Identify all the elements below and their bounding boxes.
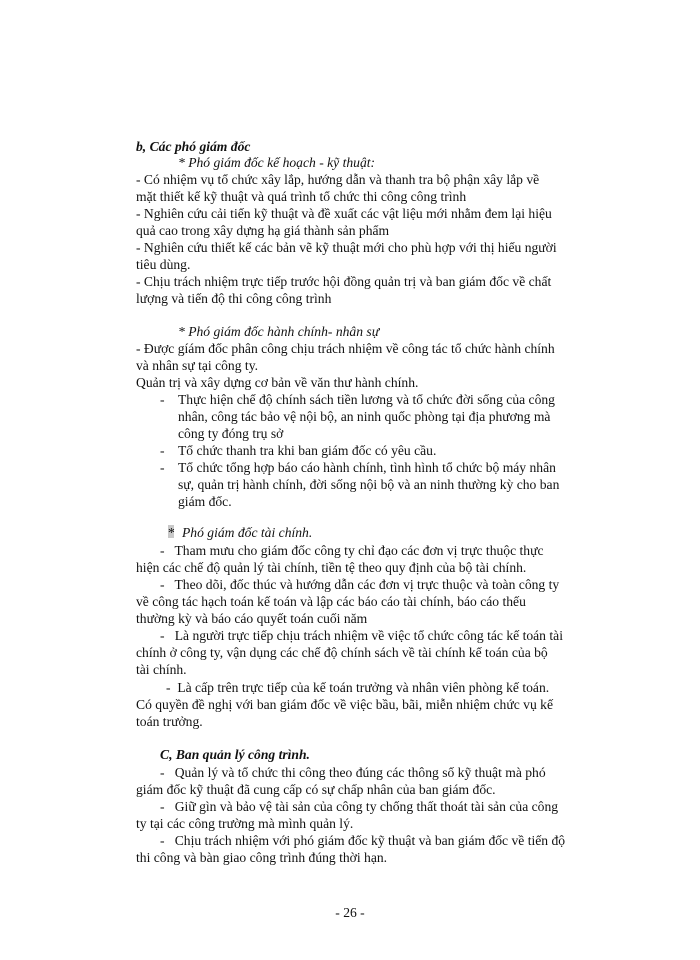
sub3-line: - Là người trực tiếp chịu trách nhiệm về việc tổ chức công tác kế toán tài (160, 628, 563, 643)
section-c-line: - Chịu trách nhiệm với phó giám đốc kỹ thuật và ban giám đốc về tiến độ (160, 833, 566, 848)
sub3-star: * (168, 525, 175, 540)
sub1-line: quả cao trong xây dựng hạ giá thành sản phẩm (136, 223, 390, 238)
section-c-line: ty tại các công trường mà mình quản lý. (136, 816, 354, 831)
section-c-heading: C, Ban quản lý công trình. (160, 747, 310, 762)
bullet-line: nhân, công tác bảo vệ nội bộ, an ninh quốc phòng tại địa phương mà (178, 409, 551, 424)
sub2-title: * Phó giám đốc hành chính- nhân sự (178, 324, 380, 339)
bullet-line: sự, quản trị hành chính, đời sống nội bộ và an ninh thường kỳ cho ban (178, 477, 560, 492)
section-c-line: giám đốc kỹ thuật đã cung cấp có sự chấp nhân của ban giám đốc. (136, 782, 496, 797)
sub3-line: về công tác hạch toán kế toán và lập các báo cáo tài chính, báo cáo thếu (136, 594, 526, 609)
sub1-line: tiêu dùng. (136, 257, 191, 272)
sub2-intro-line: Quản trị và xây dựng cơ bản về văn thư hành chính. (136, 375, 419, 390)
sub1-line: - Nghiên cứu cải tiến kỹ thuật và đề xuất các vật liệu mới nhằm đem lại hiệu (136, 206, 552, 221)
sub1-title: * Phó giám đốc kế hoạch - kỹ thuật: (178, 155, 376, 170)
sub1-line: - Chịu trách nhiệm trực tiếp trước hội đồng quản trị và ban giám đốc về chất (136, 274, 552, 289)
sub1-line: - Có nhiệm vụ tổ chức xây lắp, hướng dẫn và thanh tra bộ phận xây lắp về (136, 172, 540, 187)
sub3-line: tài chính. (136, 662, 187, 677)
bullet-line: công ty đóng trụ sở (178, 426, 284, 441)
sub3-line: hiện các chế độ quản lý tài chính, tiền tệ theo quy định của bộ tài chính. (136, 560, 527, 575)
section-c-line: - Quản lý và tổ chức thi công theo đúng các thông số kỹ thuật mà phó (160, 765, 546, 780)
sub3-title: Phó giám đốc tài chính. (182, 525, 313, 540)
bullet-dash: - (160, 443, 165, 458)
sub3-line: - Tham mưu cho giám đốc công ty chỉ đạo các đơn vị trực thuộc thực (160, 543, 544, 558)
sub1-line: - Nghiên cứu thiết kế các bản vẽ kỹ thuật mới cho phù hợp với thị hiếu người (136, 240, 557, 255)
section-b-heading: b, Các phó giám đốc (136, 139, 251, 154)
sub3-line: chính ở công ty, vận dụng các chế độ chính sách về tài chính kế toán của bộ (136, 645, 548, 660)
sub3-line: - Là cấp trên trực tiếp của kế toán trưởng và nhân viên phòng kế toán. (166, 680, 550, 695)
bullet-line: giám đốc. (178, 494, 232, 509)
sub2-intro-line: và nhân sự tại công ty. (136, 358, 259, 373)
section-c-line: - Giữ gìn và bảo vệ tài sản của công ty chống thất thoát tài sản của công (160, 799, 559, 814)
page-number: - 26 - (335, 905, 365, 920)
bullet-line: Tổ chức thanh tra khi ban giám đốc có yêu cầu. (178, 443, 437, 458)
sub2-intro-line: - Được gíám đốc phân công chịu trách nhiệm về công tác tổ chức hành chính (136, 341, 555, 356)
sub1-line: lượng và tiến độ thi công công trình (136, 291, 332, 306)
sub1-line: mặt thiết kế kỹ thuật và quá trình tổ chức thi công công trình (136, 189, 467, 204)
sub3-line: toán trưởng. (136, 714, 203, 729)
bullet-line: Thực hiện chế độ chính sách tiền lương và tổ chức đời sống của công (178, 392, 555, 407)
sub3-line: Có quyền đề nghị với ban giám đốc về việc bầu, bãi, miễn nhiệm chức vụ kế (136, 697, 553, 712)
sub3-line: thường kỳ và báo cáo quyết toán cuối năm (136, 611, 368, 626)
bullet-dash: - (160, 392, 165, 407)
bullet-line: Tổ chức tổng hợp báo cáo hành chính, tình hình tổ chức bộ máy nhân (178, 460, 556, 475)
bullet-dash: - (160, 460, 165, 475)
sub3-line: - Theo dõi, đốc thúc và hướng dẫn các đơn vị trực thuộc và toàn công ty (160, 577, 560, 592)
section-c-line: thi công và bàn giao công trình đúng thời hạn. (136, 850, 388, 865)
